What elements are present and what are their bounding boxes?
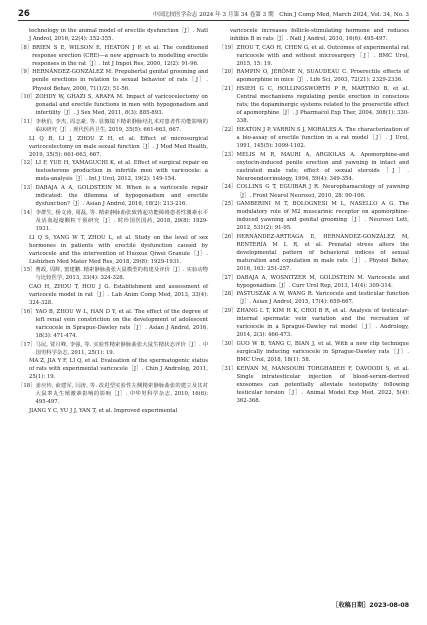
reference-text: KEIVAN M, MANSOURI TORGHABEH F, DAVOODI S, et al. Single intratesticular injection of blood-serum-derived exosomes can potentially alleviate testopathy following testicular torsion［J］. Animal Model Exp Med, 2022, 5(4): 362-368. [236,365,409,404]
reference-text: ZHANG L T, KIM H K, CHOI B R, et al. Analysis of testicular-internal spermatic vein variation and the recreation of varicocele in a Sprague-Dawley rat model［J］. Andrology, 2014, 2(3): 466-473. [236,308,409,339]
reference-entry [219,340,409,364]
reference-text: ZHOU T, CAO H, CHEN G, et al. Outcomes of experimental rat varicocele with and without microsurgery［J］. BMC Urol, 2015, 15: 19. [236,44,409,67]
reference-entry [219,290,409,306]
reference-number: ［27］ [219,274,237,281]
reference-entry [219,365,409,405]
reference-entry [18,382,208,406]
received-date: ［收稿日期］2023-08-08 [332,602,409,609]
reference-entry [219,126,409,150]
reference-text: GUO W B, YANG C, BIAN J, et al. With a new clip technique surgically inducing varicocele in Sprague-Dawley rats［J］. BMC Urol, 2018, 18(1): 58. [236,340,409,363]
reference-text: PASTUSZAK A W, WANG R. Varicocele and testicular function［J］. Asian J Androl, 2015, 17(4): 659-667. [236,291,409,306]
reference-text: GAMBERINI M T, BOLOGNESI M L, NASELLO A G. The modulatory role of M2 muscarinic receptor on apomorphine-induced yawning and genital grooming［J］. Neurosci Lett, 2012, 531(2): 91-95. [236,201,409,232]
reference-number: ［16］ [18,308,36,315]
reference-number: ［20］ [219,69,237,76]
reference-entry [219,151,409,183]
reference-number: ［10］ [18,94,36,101]
reference-entry [18,407,208,415]
reference-entry [18,93,208,117]
reference-text: technology in the animal model of erectile dysfunction［J］. Natl J Androl, 2016, 22(4): 352-355. [29,28,208,43]
reference-number: ［17］ [18,341,36,348]
reference-text: ZOHDY W, GHAZI S, ARAFA M. Impact of varicocelectomy on gonadal and erectile functions in men with hypogonadism and infertility［J］. J Sex Med, 2011, 8(3): 885-893. [35,94,208,117]
reference-text: BRIEN S E, WILSON E, HEATON J P, et al. The conditioned response erection (CRE)—a new approach to modelling erectile responses in the rat［J］. Int J Impot Res, 2000, 12(2): 91-96. [32,44,208,67]
reference-text: HSIEH G C, HOLLINGSWORTH P R, MARTINO B, et al. Central mechanisms regulating penile erection in conscious rats; the dopaminergic systems related to the proerectile effect of apomorphine［J］. J Pharmacol Exp Ther, 2004, 308(1): 330-338. [236,86,409,125]
reference-text: LI Q S, YANG W T, ZHOU L, et al. Study on the level of sex hormones in patients with erectile dysfunction caused by varicocele and the intervention of Huoxue Qiwei Granule［J］. Lishizhen Med Mater Med Res, 2018, 29(8): 1929-1931. [29,234,208,265]
reference-text: RAMPIN O, JÉRÔME N, SUAUDEAU C. Proerectile effects of apomorphine in mice［J］. Life Sci, 2003, 72(21): 2329-2336. [236,69,409,84]
reference-text: HERNÁNDEZ-ARTEAGA E, HERNÁNDEZ-GONZÁLEZ M, RENTERÍA M L R, et al. Prenatal stress alters the developmental pattern of behavioral indices of sexual maturation and copulation in male rats［J］. Physiol Behav, 2016, 163: 251-257. [236,233,409,273]
reference-entry [18,283,208,307]
reference-text: YAO B, ZHOU W L, HAN D Y, et al. The effect of the degree of left renal vein constriction on the development of adolescent varicocele in Sprague-Dawley rats［J］. Asian J Androl, 2016, 18(3): 471-474. [35,308,208,339]
reference-entry [18,184,208,208]
reference-text: LI F, YUE H, YAMAGUCHI K, et al. Effect of surgical repair on testosterone production in infertile men with varicocele: a meta-analysis［J］. Int J Urol, 2012, 19(2): 149-154. [35,160,208,183]
reference-number: ［30］ [219,340,237,347]
reference-text: HERNÁNDEZ-GONZÁLEZ M. Prepubertal genital grooming and penile erections in relation to sexual behavior of rats［J］. Physiol Behav, 2000, 71(1/2): 51-56. [32,69,208,92]
reference-text: CAO H, ZHOU T, HOU J G. Establishment and assessment of varicocele model in rat［J］. Lab Anim Comp Med, 2013, 33(4): 324-328. [29,283,208,307]
reference-number: ［26］ [219,233,237,240]
reference-number: ［12］ [18,160,36,167]
reference-text: JIANG Y C, YU J J, YAN T, et al. Improved experimental [29,407,178,414]
reference-number: ［19］ [219,44,237,51]
reference-entry [18,159,208,183]
reference-number: ［18］ [18,382,36,389]
reference-text: 姜应传, 俞建军, 闫涛, 等. 改进型实验性左侧精索静脉曲张的建立及其对大鼠睾丸生殖激素影响的影响［J］. 中华男科学杂志, 2010, 16(6): 495-497. [35,382,208,406]
reference-number: ［8］ [18,44,33,51]
running-header [18,8,409,21]
reference-number: ［31］ [219,365,237,372]
reference-number: ［24］ [219,184,237,191]
reference-entry [219,27,409,43]
reference-text: varicocele increases follicle-stimulating hormone and reduces inhibin B in rats［J］. Natl J Androl, 2010, 16(6): 495-497. [230,28,409,43]
reference-column-left [18,27,208,415]
reference-entry [18,234,208,266]
reference-column-right [219,27,409,405]
reference-number: ［15］ [18,267,36,274]
reference-text: MELIS M R, MAURI A, ARGIOLAS A. Apomorphine-and oxytocin-induced penile erection and yawning in intact and castrated male rats; effect of sexual steroids［J］. Neuroendocrinology, 1994, 59(4): 349-354. [236,151,409,182]
reference-entry [219,85,409,125]
reference-entry [18,341,208,357]
reference-number: ［22］ [219,126,237,133]
reference-number: ［25］ [219,201,237,208]
reference-entry [18,27,208,43]
reference-entry [18,308,208,340]
reference-text: 李秋伯, 李杰, 周志豪, 等. 显微镜下精索静脉结扎术对患者性功能影响的临床研究［J］. 现代医药卫生, 2019, 35(5): 661-663, 667. [35,118,208,133]
reference-entry [18,44,208,68]
reference-number: ［13］ [18,185,36,192]
reference-text: 马民, 贾月峰, 李强, 等. 实验性精索静脉曲张大鼠生精状态评价［J］. 中国男科学杂志, 2011, 25(1): 19. [35,341,208,356]
reference-entry [18,118,208,134]
reference-number: ［9］ [18,69,33,76]
reference-number: ［23］ [219,151,237,158]
reference-entry [219,233,409,273]
reference-number: ［14］ [18,209,36,216]
reference-entry [219,68,409,84]
reference-entry [219,307,409,339]
reference-entry [219,274,409,290]
reference-entry [219,183,409,199]
reference-text: MA Z, JIA Y F, LI Q, et al. Evaluation of the spermatogenic status of rats with experimental varicocele［J］. Chin J Androlog, 2011, 25(1): 19. [29,358,208,381]
page-number: 26 [18,9,30,19]
journal-citation: 中国比较医学杂志 2024 年 3 月第 34 卷第 3 期 Chin J Comp Med, March 2024, Vol. 34, No. 3 [152,12,409,18]
reference-number: ［11］ [18,118,36,125]
reference-number: ［21］ [219,86,237,93]
reference-text: LI Q B, LI J, ZHOU Z H, et al. Effect of microsurgical varicocelectomy on male sexual function［J］. J Mod Med Health, 2019, 35(5): 661-663, 667. [29,135,208,158]
reference-number: ［29］ [219,308,237,315]
reference-text: COLLINS G T, EGUIBAR J R. Neurophamacology of yawning［J］. Front Neurol Neurosci, 2010, 28: 90-106. [236,184,409,199]
reference-entry [219,44,409,68]
reference-text: HEATON J P, VARRIN S J, MORALES A. The characterization of a bio-assay of erectile function in a rat model［J］. J Urol, 1991, 145(5): 1099-1102. [236,126,409,150]
reference-entry [18,209,208,233]
reference-text: DABAJA A, WOSNITZER M, GOLDSTEIN M. Varicocele and hypogonadism［J］. Curr Urol Rep, 2013, 14(4): 309-314. [236,274,409,289]
reference-text: 曹政, 周辉, 窦建鹏. 精索静脉曲张大鼠模型的构建及评价［J］. 实验动物与比较医学, 2013, 33(4): 324-328. [35,267,208,282]
reference-entry [18,68,208,92]
reference-entry [18,135,208,159]
reference-entry [219,200,409,232]
reference-entry [18,266,208,282]
reference-text: 李群生, 杨文涛, 周磊, 等. 精索静脉曲张致勃起功能障碍患者性激素水平及活血起痿颗粒干预研究［J］. 时珍国医国药, 2018, 29(8): 1929-1931. [35,209,208,232]
reference-entry [18,357,208,381]
reference-number: ［28］ [219,291,237,298]
reference-text: DABAJA A A, GOLDSTEIN M. When is a varicocele repair indicated: the dilemma of hypogonadism and erectile dysfunction?［J］. Asian J Androl, 2016, 18(2): 213-216. [35,185,208,208]
